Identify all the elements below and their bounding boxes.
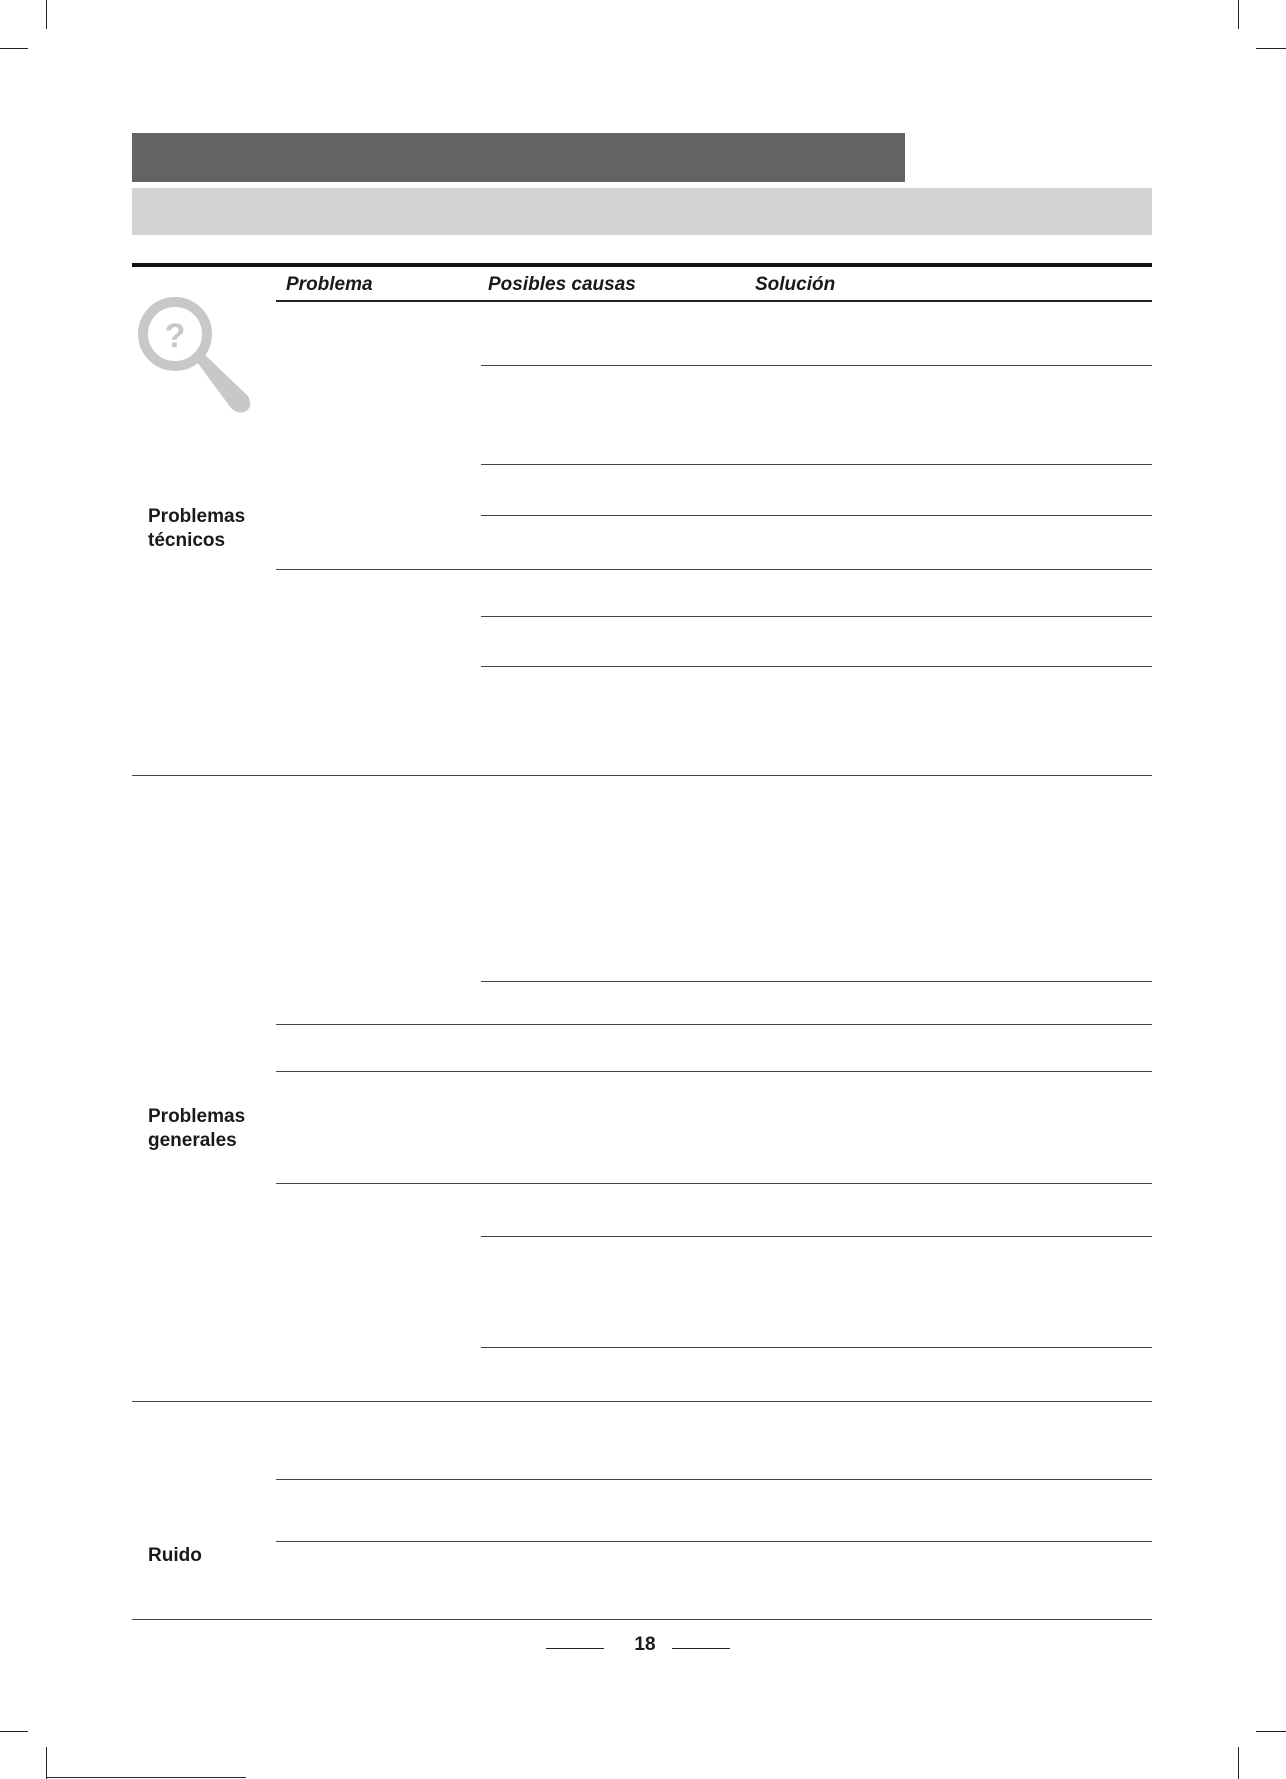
column-header-causes: Posibles causas [488,274,636,295]
section-divider [132,775,1152,776]
crop-mark-bottom-left-horizontal [0,1731,28,1732]
row-divider [276,569,1152,570]
page-number-line-left [546,1648,604,1649]
row-divider [276,1183,1152,1184]
section-label-line: Ruido [148,1545,202,1566]
crop-mark-top-left-vertical [46,0,47,29]
section-label-line: técnicos [148,530,226,551]
row-divider [481,464,1152,465]
row-divider [481,1236,1152,1237]
row-divider [481,1347,1152,1348]
header-underline [276,300,1152,302]
crop-mark-bottom-right-vertical [1238,1747,1239,1779]
crop-mark-top-right-vertical [1238,0,1239,29]
row-divider [481,365,1152,366]
section-label-general [148,1105,245,1153]
row-divider [276,1071,1152,1072]
subtitle-bar [132,188,1152,235]
svg-text:?: ? [164,317,186,355]
crop-mark-top-right-horizontal [1256,48,1286,49]
magnifying-glass-question-icon [132,292,260,420]
section-label-line: generales [148,1130,237,1151]
crop-mark-top-left-horizontal [0,48,28,49]
table-top-rule [132,263,1152,267]
row-divider [276,1541,1152,1542]
table-bottom-rule [132,1619,1152,1620]
column-header-problem: Problema [286,274,373,295]
row-divider [276,1024,1152,1025]
bottom-trim-line [46,1777,246,1778]
section-divider [132,1401,1152,1402]
row-divider [276,1479,1152,1480]
section-label-technical [148,505,245,553]
section-label-noise [148,1544,202,1568]
title-bar [132,133,905,182]
crop-mark-bottom-right-horizontal [1256,1731,1286,1732]
page-number: 18 [634,1634,656,1655]
row-divider [481,616,1152,617]
row-divider [481,515,1152,516]
crop-mark-bottom-left-vertical [46,1747,47,1779]
row-divider [481,981,1152,982]
section-label-line: Problemas [148,1106,246,1127]
row-divider [481,666,1152,667]
column-header-solution: Solución [755,274,836,295]
section-label-line: Problemas [148,506,246,527]
page-number-line-right [672,1648,730,1649]
